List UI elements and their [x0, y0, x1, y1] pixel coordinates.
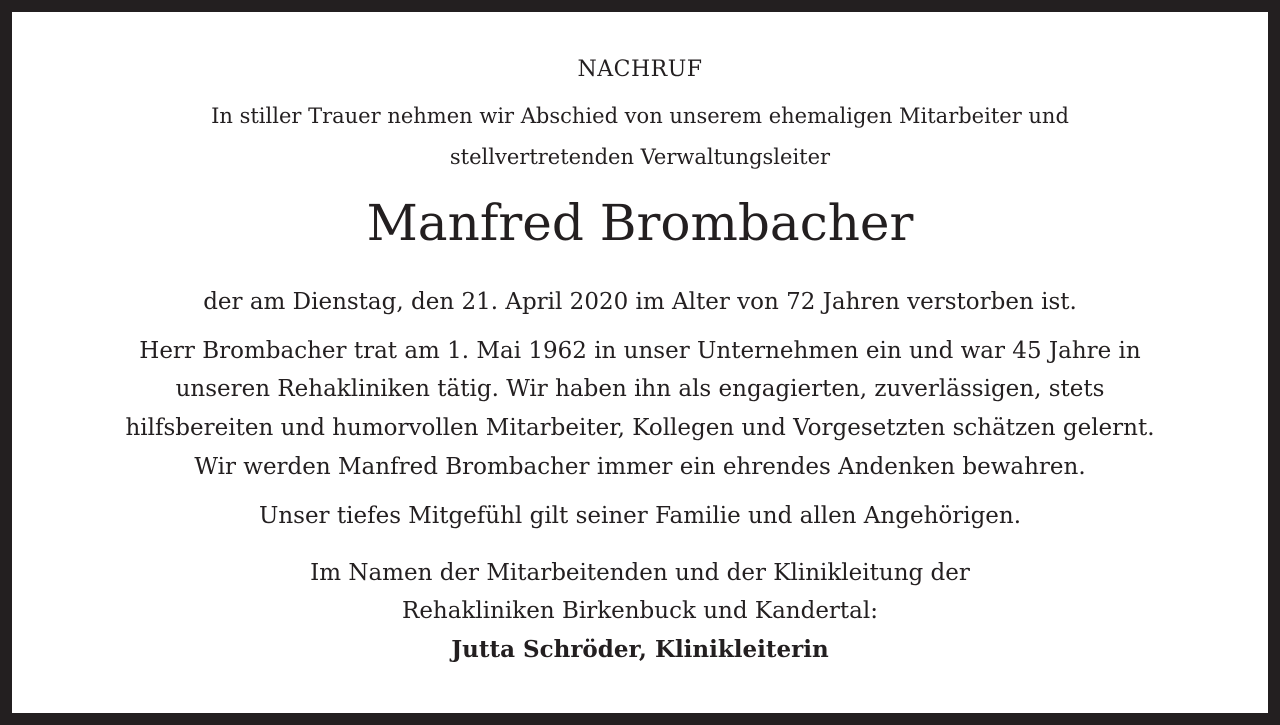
- body-line: Herr Brombacher trat am 1. Mai 1962 in unser Unternehmen ein und war 45 Jahre in: [139, 338, 1141, 364]
- intro-line: stellvertretenden Verwaltungsleiter: [449, 145, 831, 169]
- intro-line: In stiller Trauer nehmen wir Abschied von unserem ehemaligen Mitarbeiter und: [211, 104, 1069, 128]
- notice-heading: NACHRUF: [577, 57, 703, 82]
- obituary-notice: [12, 12, 1268, 713]
- signature-line: Rehakliniken Birkenbuck und Kandertal:: [402, 598, 878, 624]
- signatory-name: Jutta Schröder, Klinikleiterin: [451, 636, 829, 663]
- condolence-line: Unser tiefes Mitgefühl gilt seiner Familie und allen Angehörigen.: [258, 503, 1022, 529]
- signature-line: Im Namen der Mitarbeitenden und der Klinikleitung der: [310, 560, 970, 586]
- body-line: hilfsbereiten und humorvollen Mitarbeiter, Kollegen und Vorgesetzten schätzen gelernt.: [125, 415, 1155, 441]
- death-date-line: der am Dienstag, den 21. April 2020 im Alter von 72 Jahren verstorben ist.: [203, 289, 1077, 315]
- deceased-name: Manfred Brombacher: [366, 194, 914, 252]
- body-line: unseren Rehakliniken tätig. Wir haben ihn als engagierten, zuverlässigen, stets: [175, 376, 1105, 402]
- body-line: Wir werden Manfred Brombacher immer ein ehrendes Andenken bewahren.: [194, 454, 1086, 480]
